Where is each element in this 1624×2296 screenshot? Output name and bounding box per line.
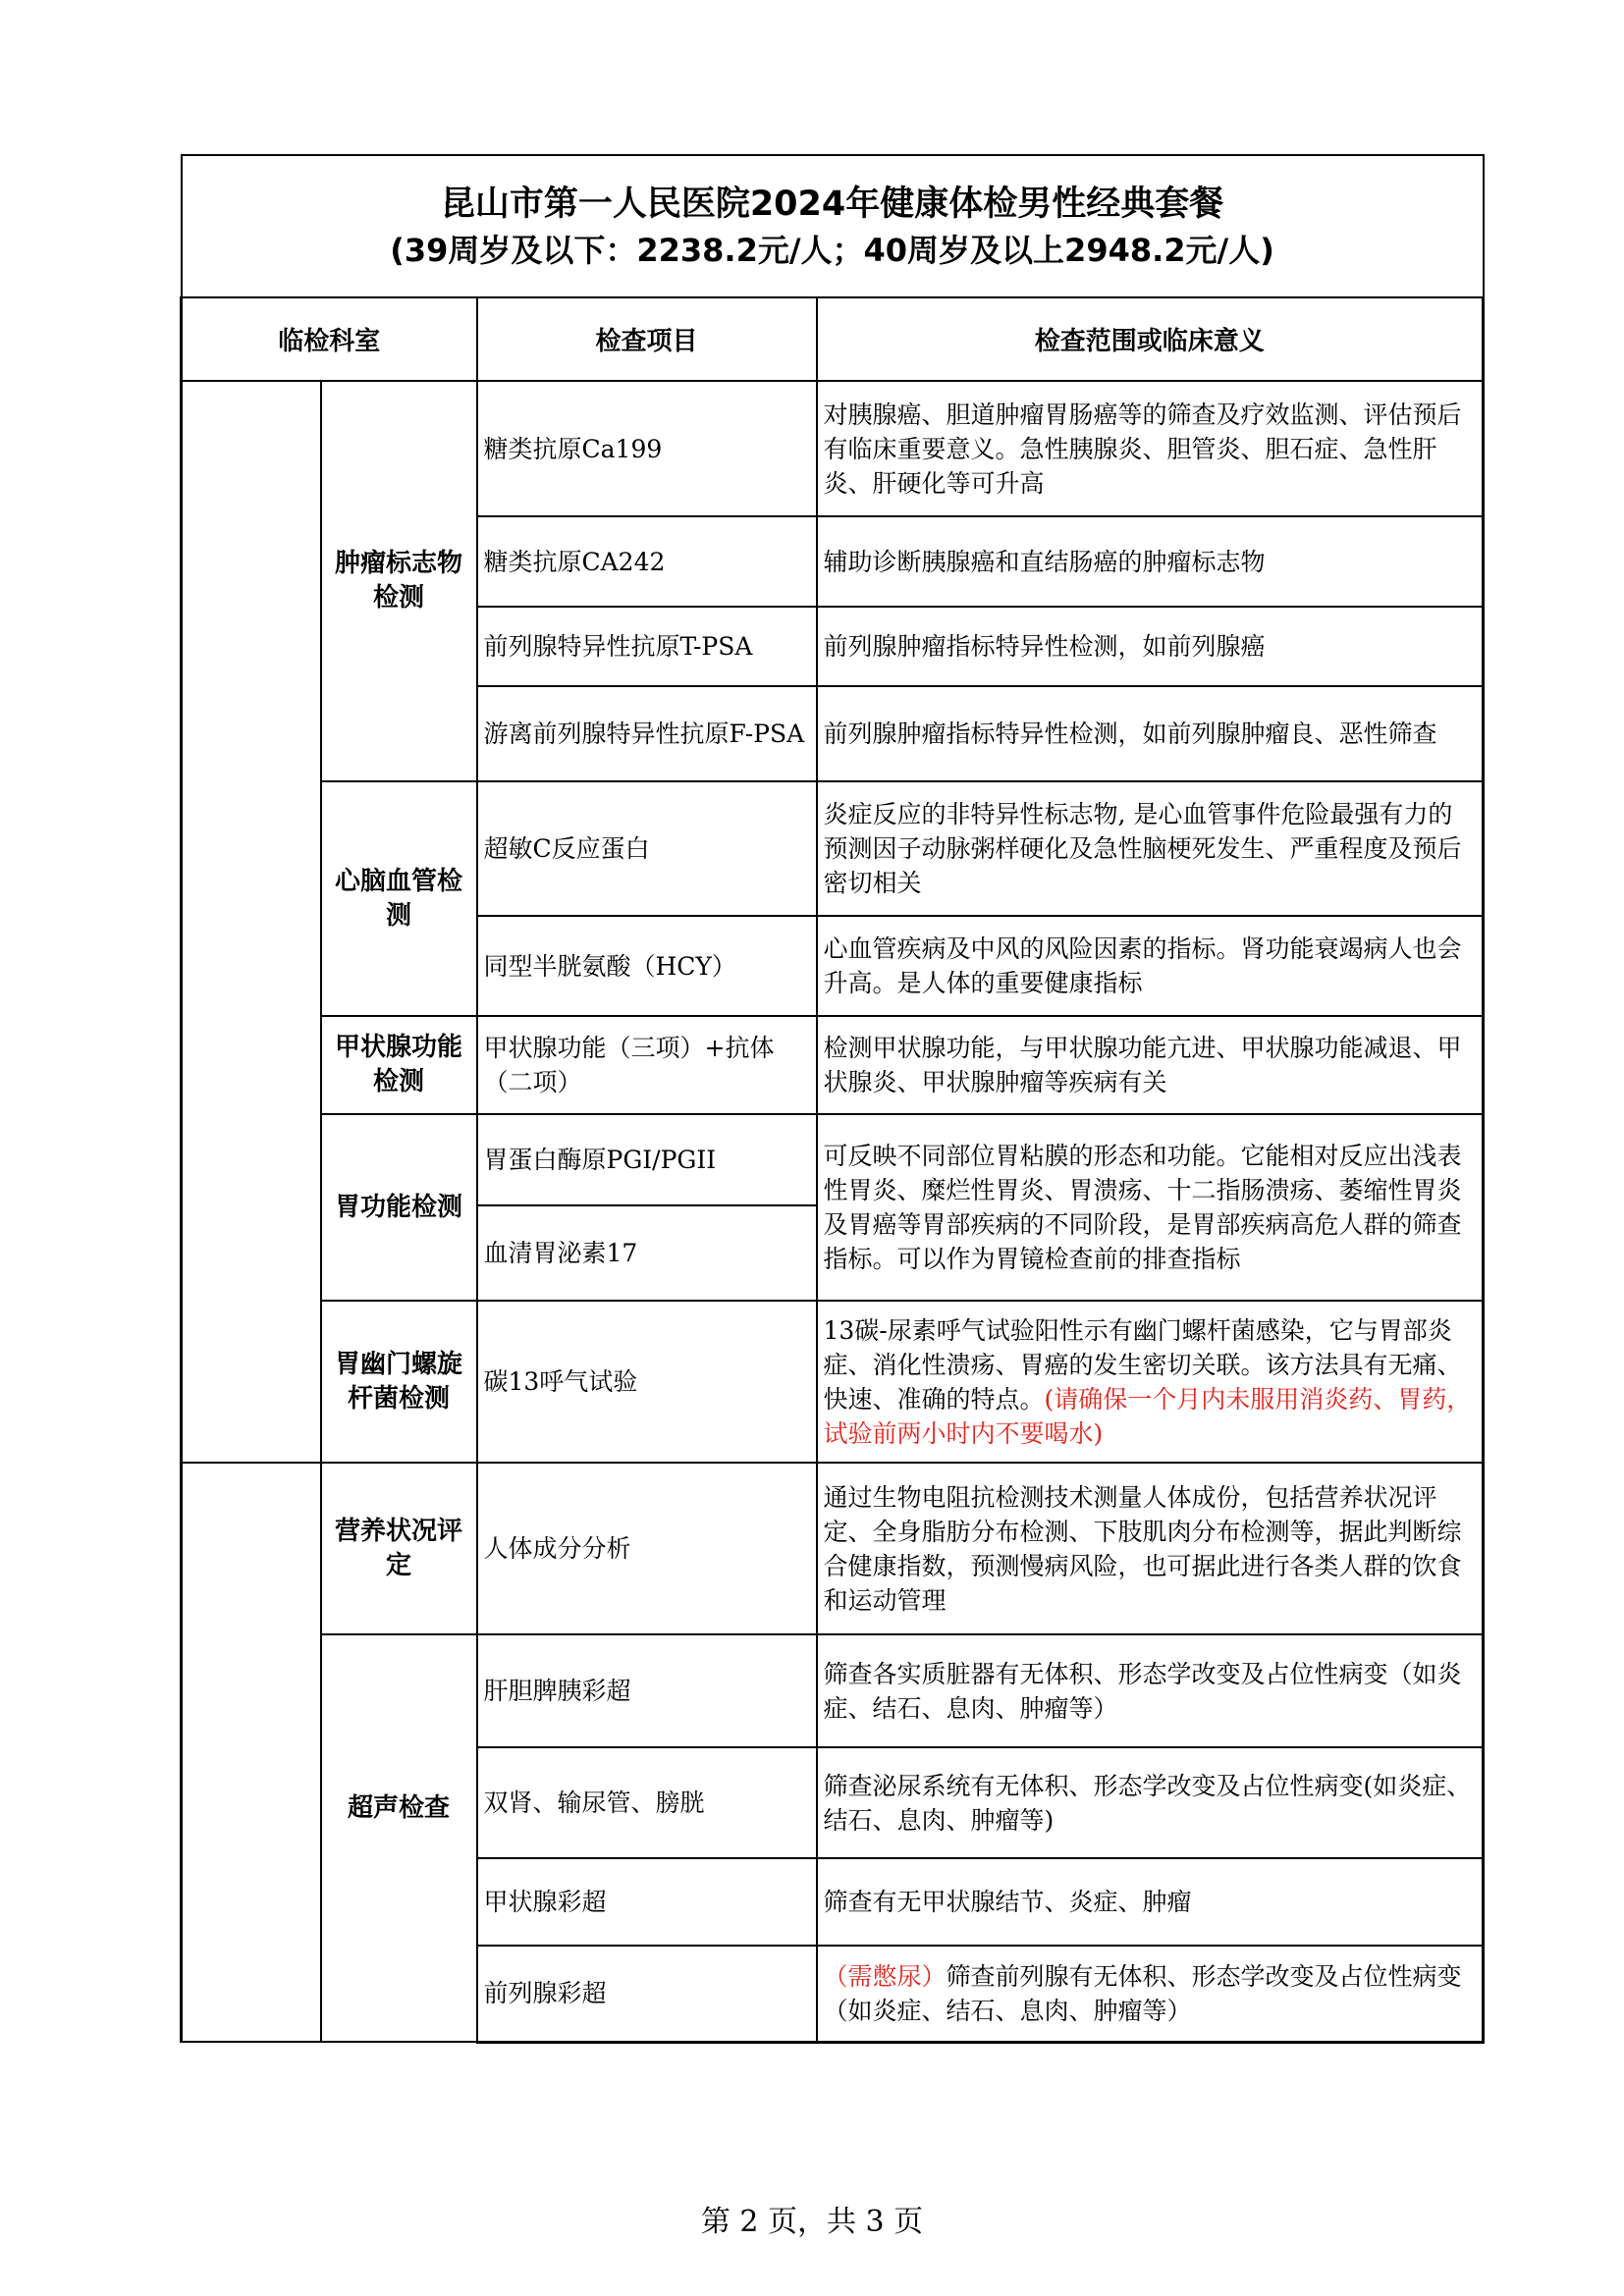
desc-cell xyxy=(817,1946,1484,2042)
desc-text: 筛查前列腺有无体积、形态学改变及占位性病变（如炎症、结石、息肉、肿瘤等） xyxy=(823,1961,1462,2025)
item-cell: 人体成分分析 xyxy=(477,1463,817,1634)
title-line-2: (39周岁及以下：2238.2元/人；40周岁及以上2948.2元/人) xyxy=(390,231,1274,269)
desc-cell: 辅助诊断胰腺癌和直结肠癌的肿瘤标志物 xyxy=(817,516,1484,607)
table-row xyxy=(182,1463,1484,1634)
desc-cell: 心血管疾病及中风的风险因素的指标。肾功能衰竭病人也会升高。是人体的重要健康指标 xyxy=(817,916,1484,1016)
header-desc: 检查范围或临床意义 xyxy=(817,297,1484,381)
desc-text: 13碳-尿素呼气试验阳性示有幽门螺杆菌感染，它与胃部炎症、消化性溃疡、胃癌的发生密切关联。该方法具有无痛、快速、准确的特点。 xyxy=(823,1315,1462,1414)
item-cell: 糖类抗原CA242 xyxy=(477,516,817,607)
desc-warning: (请确保一个月内未服用消炎药、胃药，试验前两小时内不要喝水) xyxy=(823,1384,1472,1448)
item-cell: 双肾、输尿管、膀胱 xyxy=(477,1747,817,1858)
desc-cell: 筛查泌尿系统有无体积、形态学改变及占位性病变(如炎症、结石、息肉、肿瘤等) xyxy=(817,1747,1484,1858)
item-cell: 前列腺彩超 xyxy=(477,1946,817,2042)
title-row xyxy=(182,155,1484,297)
table-row xyxy=(182,1301,1484,1463)
desc-cell: 对胰腺癌、胆道肿瘤胃肠癌等的筛查及疗效监测、评估预后有临床重要意义。急性胰腺炎、胆管炎、胆石症、急性肝炎、肝硬化等可升高 xyxy=(817,381,1484,516)
item-cell: 前列腺特异性抗原T-PSA xyxy=(477,607,817,686)
item-cell: 超敏C反应蛋白 xyxy=(477,781,817,916)
page-footer: 第 2 页，共 3 页 xyxy=(700,2205,924,2239)
header-row xyxy=(182,297,1484,381)
dept-cell-1 xyxy=(182,381,321,1463)
item-cell: 碳13呼气试验 xyxy=(477,1301,817,1463)
item-cell: 胃蛋白酶原PGI/PGII xyxy=(477,1114,817,1205)
desc-cell: 前列腺肿瘤指标特异性检测，如前列腺肿瘤良、恶性筛查 xyxy=(817,686,1484,781)
header-item: 检查项目 xyxy=(477,297,817,381)
item-cell: 糖类抗原Ca199 xyxy=(477,381,817,516)
item-cell: 游离前列腺特异性抗原F-PSA xyxy=(477,686,817,781)
group-hpylori: 胃幽门螺旋杆菌检测 xyxy=(321,1301,477,1463)
item-cell: 血清胃泌素17 xyxy=(477,1205,817,1301)
group-tumor: 肿瘤标志物检测 xyxy=(321,381,477,781)
group-thyroid: 甲状腺功能检测 xyxy=(321,1016,477,1114)
desc-cell: 炎症反应的非特异性标志物, 是心血管事件危险最强有力的预测因子动脉粥样硬化及急性脑梗死发生、严重程度及预后密切相关 xyxy=(817,781,1484,916)
item-cell: 甲状腺彩超 xyxy=(477,1858,817,1946)
desc-cell xyxy=(817,1301,1484,1463)
dept-cell-2 xyxy=(182,1463,321,2042)
group-cardio: 心脑血管检测 xyxy=(321,781,477,1016)
page-title xyxy=(182,155,1484,297)
item-cell: 甲状腺功能（三项）+抗体（二项） xyxy=(477,1016,817,1114)
desc-cell: 通过生物电阻抗检测技术测量人体成份，包括营养状况评定、全身脂肪分布检测、下肢肌肉分布检测等，据此判断综合健康指数，预测慢病风险，也可据此进行各类人群的饮食和运动管理 xyxy=(817,1463,1484,1634)
table-row xyxy=(182,781,1484,916)
desc-warning: （需憋尿） xyxy=(823,1961,947,1991)
desc-cell: 可反映不同部位胃粘膜的形态和功能。它能相对反应出浅表性胃炎、糜烂性胃炎、胃溃疡、十二指肠溃疡、萎缩性胃炎及胃癌等胃部疾病的不同阶段，是胃部疾病高危人群的筛查指标。可以作为胃镜检查前的排查指标 xyxy=(817,1114,1484,1301)
table-row xyxy=(182,1016,1484,1114)
header-dept: 临检科室 xyxy=(182,297,477,381)
item-cell: 肝胆脾胰彩超 xyxy=(477,1634,817,1747)
desc-cell: 检测甲状腺功能，与甲状腺功能亢进、甲状腺功能减退、甲状腺炎、甲状腺肿瘤等疾病有关 xyxy=(817,1016,1484,1114)
table-row xyxy=(182,1634,1484,1747)
title-line-1: 昆山市第一人民医院2024年健康体检男性经典套餐 xyxy=(440,184,1224,224)
group-ultrasound: 超声检查 xyxy=(321,1634,477,2042)
group-nutrition: 营养状况评定 xyxy=(321,1463,477,1634)
table-row xyxy=(182,1114,1484,1205)
desc-cell: 筛查有无甲状腺结节、炎症、肿瘤 xyxy=(817,1858,1484,1946)
checkup-table xyxy=(180,154,1485,2044)
group-gastric: 胃功能检测 xyxy=(321,1114,477,1301)
desc-cell: 筛查各实质脏器有无体积、形态学改变及占位性病变（如炎症、结石、息肉、肿瘤等） xyxy=(817,1634,1484,1747)
table-row xyxy=(182,381,1484,516)
item-cell: 同型半胱氨酸（HCY） xyxy=(477,916,817,1016)
desc-cell: 前列腺肿瘤指标特异性检测，如前列腺癌 xyxy=(817,607,1484,686)
